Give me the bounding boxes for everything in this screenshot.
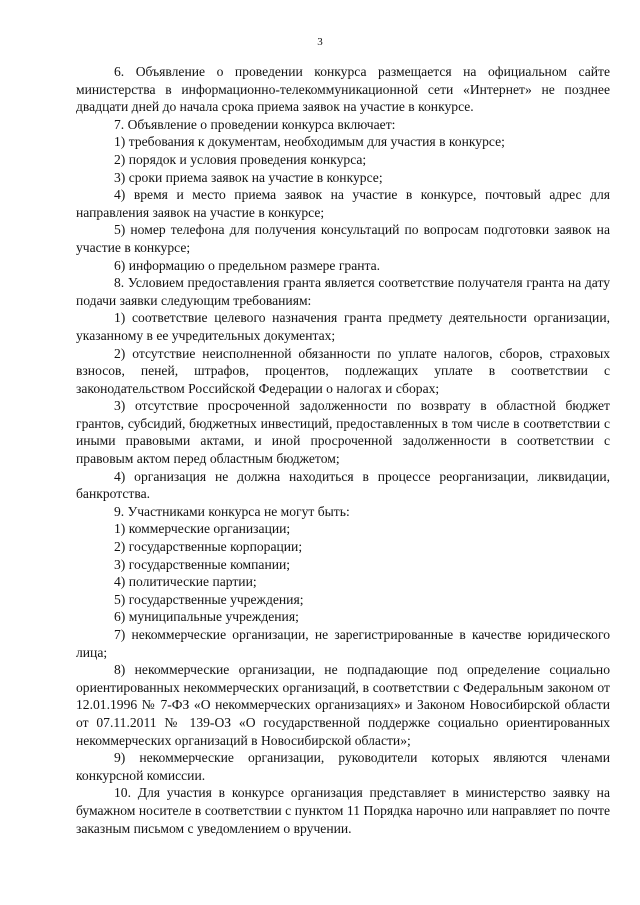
list-item-8-3: 3) отсутствие просроченной задолженности по возврату в областной бюджет грантов, субсидий, бюджетных инвестиций, предоставленных в том числе в соответствии с иными правовыми актами, и иной просроченной задолженности в соответствии с правовым актом перед областным бюджетом; (76, 398, 610, 467)
page-number: 3 (317, 36, 323, 48)
list-item-8-2: 2) отсутствие неисполненной обязанности по уплате налогов, сборов, страховых взносов, пеней, штрафов, процентов, подлежащих уплате в соответствии с законодательством Российской Федерации о налогах и сборах; (76, 345, 610, 396)
document-body (76, 63, 610, 837)
list-item-8-4: 4) организация не должна находиться в процессе реорганизации, ликвидации, банкротства. (76, 468, 610, 502)
list-item-9-3: 3) государственные компании; (114, 556, 291, 572)
list-item-7-1: 1) требования к документам, необходимым для участия в конкурсе; (114, 134, 505, 150)
paragraph-7: 7. Объявление о проведении конкурса включает: (114, 116, 396, 132)
paragraph-8: 8. Условием предоставления гранта является соответствие получателя гранта на дату подачи заявки следующим требованиям: (76, 275, 610, 308)
list-item-9-2: 2) государственные корпорации; (114, 539, 303, 555)
list-item-7-3: 3) сроки приема заявок на участие в конкурсе; (114, 169, 383, 185)
list-item-9-9: 9) некоммерческие организации, руководители которых являются членами конкурсной комиссии. (76, 750, 610, 783)
list-item-8-1: 1) соответствие целевого назначения гранта предмету деятельности организации, указанному в ее учредительных документах; (76, 310, 610, 343)
list-item-9-4: 4) политические партии; (114, 574, 257, 590)
list-item-7-6: 6) информацию о предельном размере гранта. (114, 257, 381, 273)
list-item-9-1: 1) коммерческие организации; (114, 521, 291, 537)
list-item-7-4: 4) время и место приема заявок на участие в конкурсе, почтовый адрес для направления заявок на участие в конкурсе; (76, 187, 610, 220)
list-item-9-7: 7) некоммерческие организации, не зарегистрированные в качестве юридического лица; (76, 627, 610, 660)
list-item-9-8: 8) некоммерческие организации, не подпадающие под определение социально ориентированных некоммерческих организаций, в соответствии с Федеральным законом от 12.01.1996 № 7-ФЗ «О некоммерческих организациях» и Законом Новосибирской области от 07.11.2011 № 139-ОЗ «О государственной поддержке социально ориентированных некоммерческих организаций в Новосибирской области»; (76, 662, 610, 748)
list-item-7-5: 5) номер телефона для получения консультаций по вопросам подготовки заявок на участие в конкурсе; (76, 222, 610, 255)
paragraph-6: 6. Объявление о проведении конкурса размещается на официальном сайте министерства в информационно-телекоммуникационной сети «Интернет» не позднее двадцати дней до начала срока приема заявок на участие в конкурсе. (76, 64, 610, 115)
list-item-9-6: 6) муниципальные учреждения; (114, 609, 299, 625)
list-item-7-2: 2) порядок и условия проведения конкурса; (114, 151, 367, 167)
paragraph-10: 10. Для участия в конкурсе организация представляет в министерство заявку на бумажном носителе в соответствии с пунктом 11 Порядка нарочно или направляет по почте заказным письмом с уведомлением о вручении. (76, 785, 610, 836)
paragraph-9: 9. Участниками конкурса не могут быть: (114, 503, 350, 519)
list-item-9-5: 5) государственные учреждения; (114, 591, 304, 607)
